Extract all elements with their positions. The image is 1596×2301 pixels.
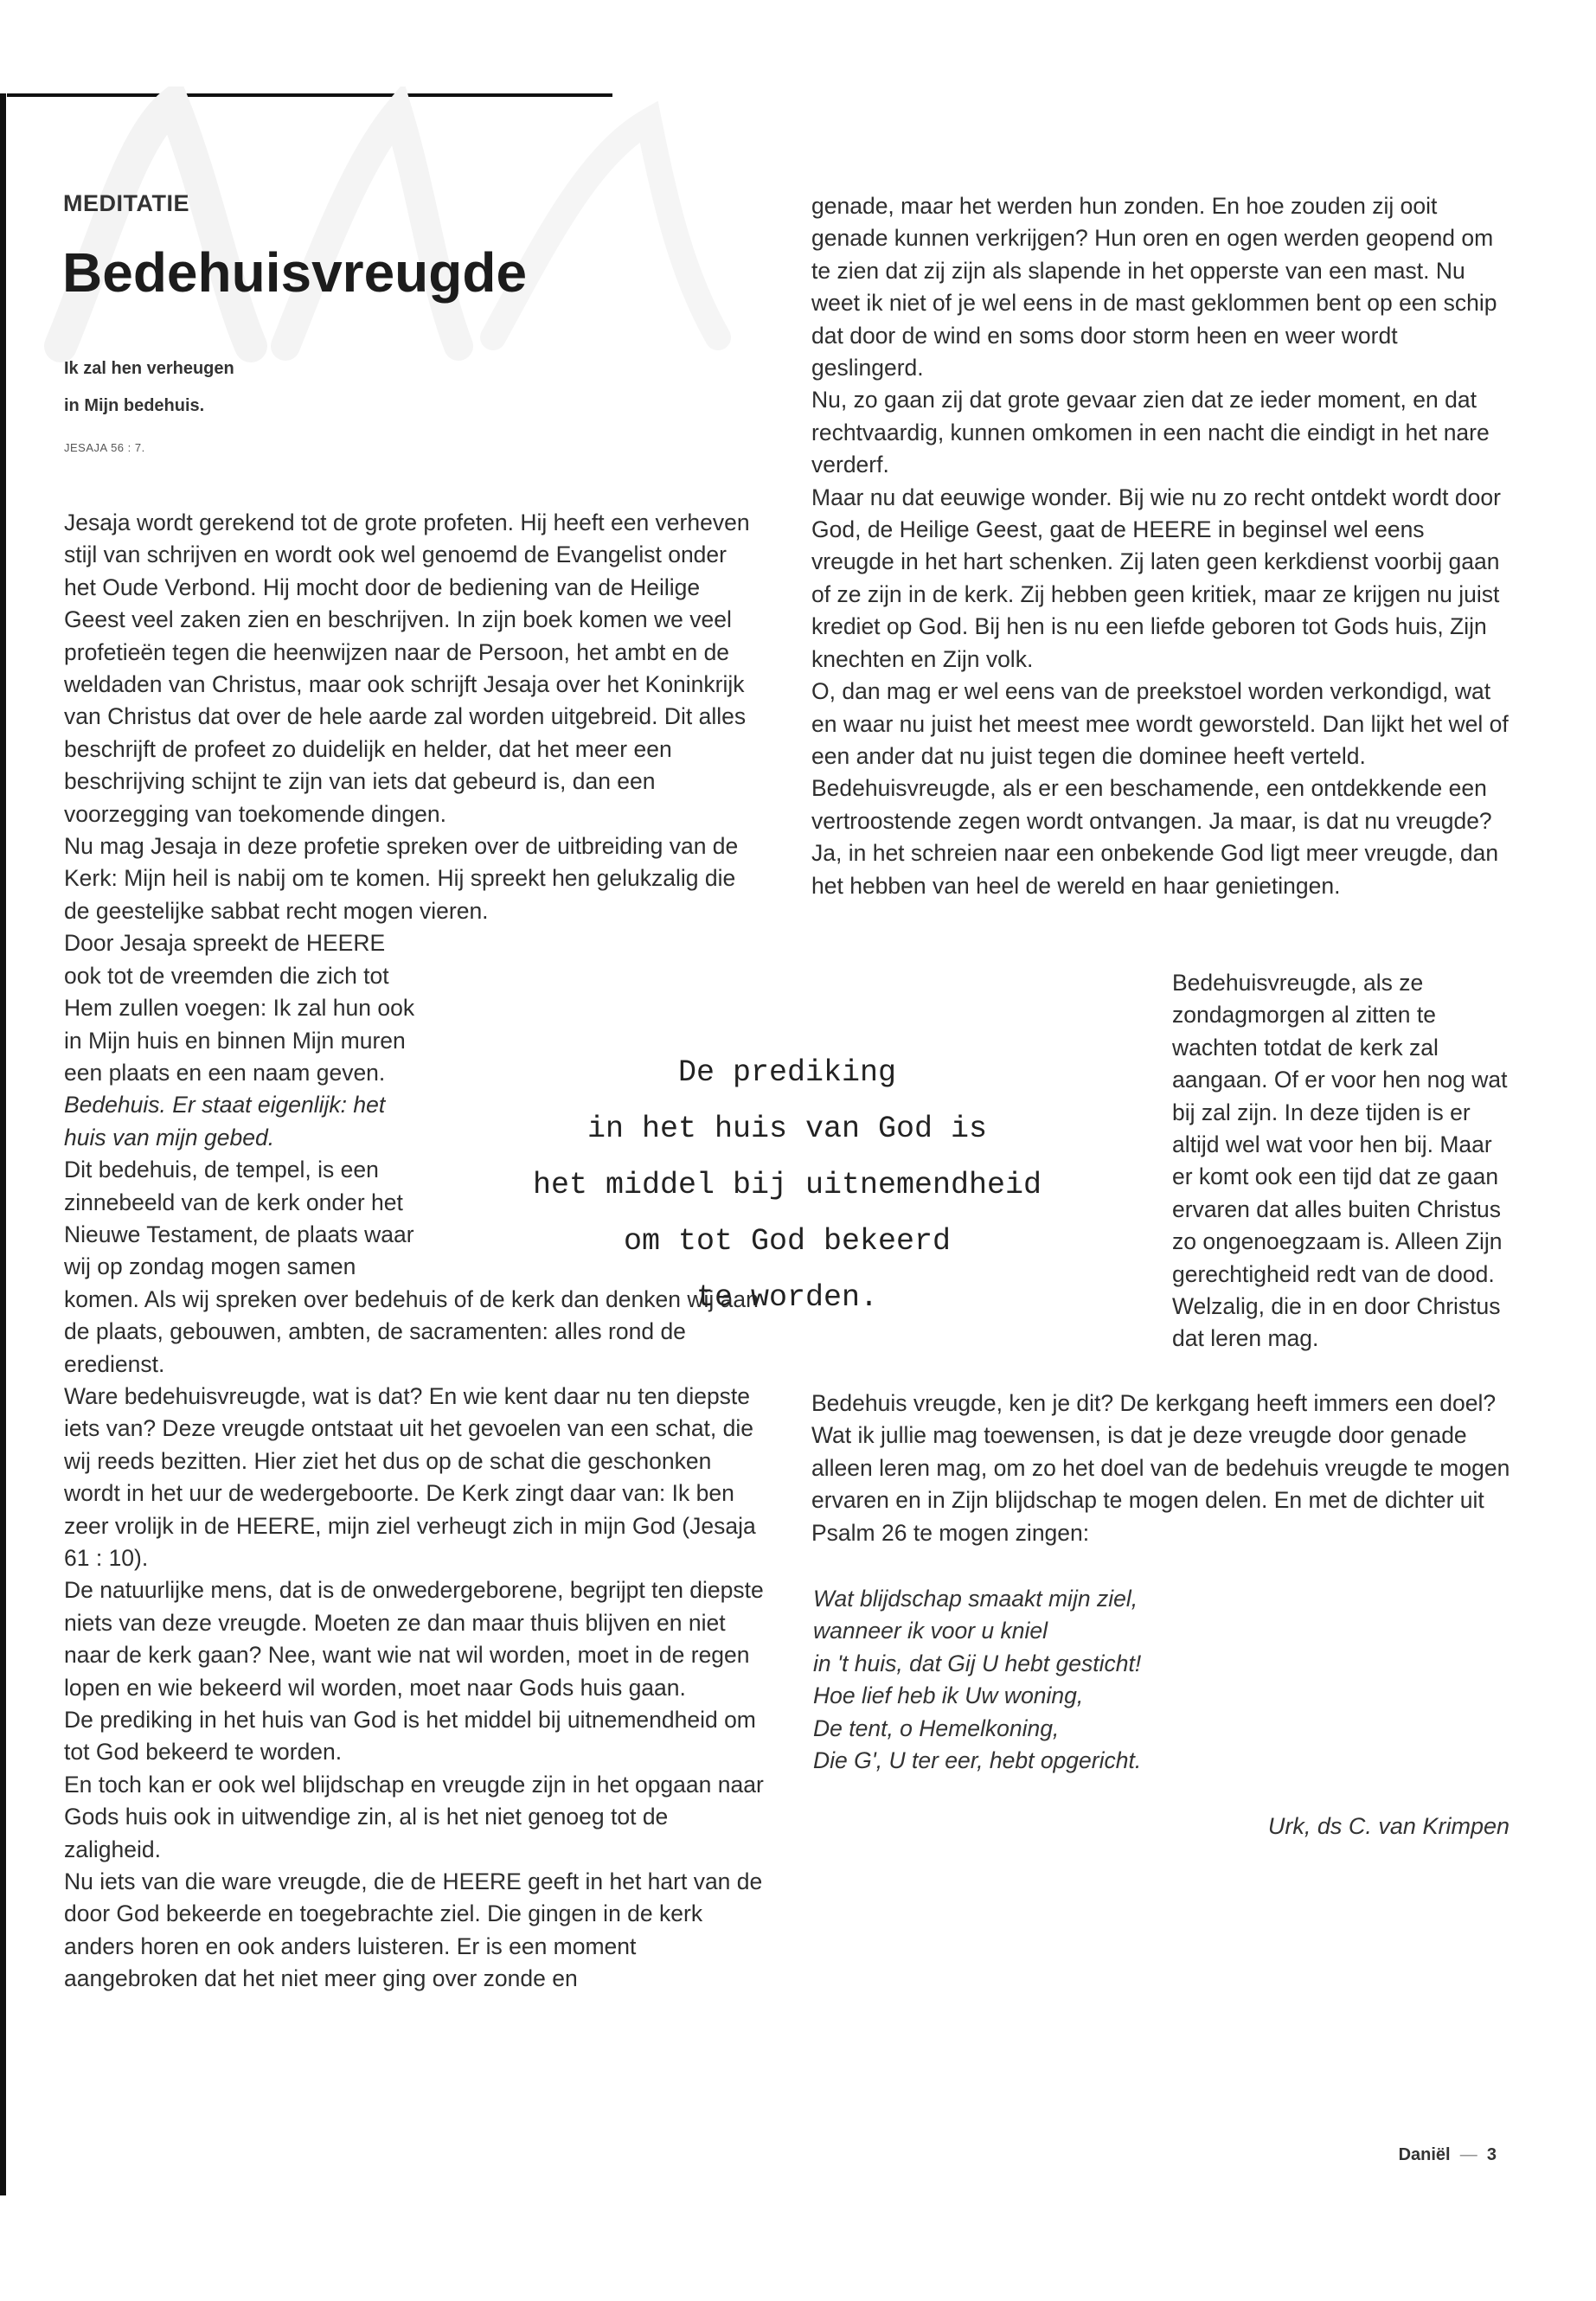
- right-column-lower: [811, 1388, 1512, 1549]
- paragraph: Bedehuisvreugde, als er een beschamende, een ontdekkende een vertroostende zegen wordt ontvangen. Ja maar, is dat nu vreugde? Ja, in het schreien naar een onbekende God ligt meer vreugde, dan het hebben van heel de wereld en haar genietingen.: [811, 775, 1499, 899]
- paragraph: De natuurlijke mens, dat is de onwedergeborene, begrijpt ten diepste niets van deze vreugde. Moeten ze dan maar thuis blijven en niet naar de kerk gaan? Nee, want wie nat wil worden, moet in de regen lopen en wie bekeerd wil worden, moet naar Gods huis gaan.: [64, 1577, 764, 1701]
- psalm-poem: [813, 1583, 1141, 1777]
- paragraph: Bedehuisvreugde, als ze zondagmorgen al zitten te wachten totdat de kerk zal aangaan. Of er voor hen nog wat bij zal zijn. In deze tijden is er altijd wel wat voor hen bij. Maar er komt ook een tijd dat ze gaan ervaren dat alles buiten Christus zo ongenoegzaam is. Alleen Zijn gerechtigheid redt van de dood. Welzalig, die in en door Christus dat leren mag.: [1172, 970, 1508, 1352]
- paragraph: Dit bedehuis, de tempel, is een zinnebeeld van de kerk onder het Nieuwe Testament, de plaats waar wij op zondag mogen samen: [64, 1157, 414, 1280]
- watermark-script-graphic: [26, 87, 804, 372]
- scripture-reference: JESAJA 56 : 7.: [64, 441, 145, 454]
- paragraph: Jesaja wordt gerekend tot de grote profeten. Hij heeft een verheven stijl van schrijven en wordt ook wel genoemd de Evangelist onder het Oude Verbond. Hij mocht door de bediening van de Heilige Geest veel zaken zien en beschrijven. In zijn boek komen we veel profetieën tegen die heenwijzen naar de Persoon, het ambt en de weldaden van Christus, maar ook schrijft Jesaja over het Koninkrijk van Christus dat over de hele aarde zal worden uitgebreid. Dit alles beschrijft de profeet zo duidelijk en helder, dat het meer een beschrijving schijnt te zijn van iets dat gebeurd is, dan een voorzegging van toekomende dingen.: [64, 510, 750, 827]
- paragraph: O, dan mag er wel eens van de preekstoel worden verkondigd, wat en waar nu juist het meest mee wordt geworsteld. Dan lijkt het wel of een ander dat nu juist tegen die dominee heeft verteld.: [811, 678, 1509, 769]
- paragraph: Door Jesaja spreekt de HEERE ook tot de vreemden die zich tot Hem zullen voegen: Ik zal hun ook in Mijn huis en binnen Mijn muren een plaats en een naam geven.: [64, 930, 415, 1086]
- quote-line: in Mijn bedehuis.: [64, 396, 205, 415]
- pull-quote-line: De prediking: [677, 1055, 897, 1090]
- poem-line: Die G', U ter eer, hebt opgericht.: [813, 1747, 1142, 1774]
- paragraph: Nu mag Jesaja in deze profetie spreken over de uitbreiding van de Kerk: Mijn heil is nabij om te komen. Hij spreekt hen gelukzalig die de geestelijke sabbat recht mogen vieren.: [64, 833, 739, 924]
- left-edge-bar: [0, 93, 6, 2195]
- pull-quote-line: te worden.: [695, 1280, 879, 1315]
- paragraph: Bedehuis. Er staat eigenlijk: het huis van mijn gebed.: [64, 1092, 386, 1150]
- pull-quote-line: om tot God bekeerd: [623, 1224, 952, 1259]
- paragraph: Bedehuis vreugde, ken je dit? De kerkgang heeft immers een doel? Wat ik jullie mag toewensen, is dat je deze vreugde door genade alleen leren mag, om zo het doel van de bedehuis vreugde te mogen ervaren en in Zijn blijdschap te mogen delen. En met de dichter uit Psalm 26 te mogen zingen:: [811, 1390, 1510, 1546]
- paragraph: komen. Als wij spreken over bedehuis of de kerk dan denken wij aan de plaats, gebouwen, ambten, de sacramenten: alles rond de eredienst.: [64, 1285, 759, 1377]
- pull-quote: [484, 1045, 1090, 1326]
- paragraph: Ware bedehuisvreugde, wat is dat? En wie kent daar nu ten diepste iets van? Deze vreugde ontstaat uit het gevoelen van een schat, die wij reeds bezitten. Hier ziet het dus op de schat die geschonken wordt in het uur de wedergeboorte. De Kerk zingt daar van: Ik ben zeer vrolijk in de HEERE, mijn ziel verheugt zich in mijn God (Jesaja 61 : 10).: [64, 1382, 756, 1571]
- paragraph: Nu, zo gaan zij dat grote gevaar zien dat ze ieder moment, en dat rechtvaardig, kunnen omkomen in een nacht die eindigt in het nare verderf.: [811, 387, 1490, 478]
- poem-line: wanneer ik voor u kniel: [813, 1618, 1048, 1644]
- scripture-quote: [64, 350, 234, 425]
- paragraph: De prediking in het huis van God is het middel bij uitnemendheid om tot God bekeerd te worden.: [64, 1707, 756, 1766]
- right-column: [811, 190, 1512, 902]
- right-column-narrow: [1172, 967, 1514, 1356]
- paragraph: genade, maar het werden hun zonden. En hoe zouden zij ooit genade kunnen verkrijgen? Hun oren en ogen werden geopend om te zien dat zij zijn als slapende in het opperste van een mast. Nu weet ik niet of je wel eens in de mast geklommen bent op een schip dat door de wind en soms door storm heen en weer wordt geslingerd.: [811, 193, 1497, 381]
- poem-line: in 't huis, dat Gij U hebt gesticht!: [813, 1650, 1142, 1676]
- poem-line: De tent, o Hemelkoning,: [813, 1715, 1060, 1741]
- magazine-name: Daniël: [1398, 2145, 1451, 2164]
- poem-line: Wat blijdschap smaakt mijn ziel,: [813, 1586, 1138, 1612]
- article-title: Bedehuisvreugde: [62, 241, 528, 304]
- pull-quote-line: in het huis van God is: [586, 1112, 988, 1146]
- paragraph: En toch kan er ook wel blijdschap en vreugde zijn in het opgaan naar Gods huis ook in uitwendige zin, al is het niet genoeg tot de zaligheid.: [64, 1771, 764, 1862]
- author-signature: Urk, ds C. van Krimpen: [1267, 1813, 1509, 1839]
- quote-line: Ik zal hen verheugen: [64, 359, 234, 378]
- footer-separator: —: [1455, 2145, 1483, 2164]
- paragraph: Maar nu dat eeuwige wonder. Bij wie nu zo recht ontdekt wordt door God, de Heilige Geest, gaat de HEERE in beginsel wel eens vreugde in het hart schenken. Zij laten geen kerkdienst voorbij gaan of ze zijn in de kerk. Zij hebben geen kritiek, maar ze krijgen nu juist krediet op God. Bij hen is nu een liefde geboren tot Gods huis, Zijn knechten en Zijn volk.: [811, 484, 1501, 672]
- page-number: 3: [1486, 2145, 1497, 2164]
- page-footer: [1399, 2145, 1497, 2165]
- paragraph: Nu iets van die ware vreugde, die de HEERE geeft in het hart van de door God bekeerde en toegebrachte ziel. Die gingen in de kerk anders horen en ook anders luisteren. Er is een moment aangebroken dat het niet meer ging over zonde en: [64, 1868, 763, 1992]
- pull-quote-line: het middel bij uitnemendheid: [532, 1168, 1042, 1202]
- section-label: MEDITATIE: [63, 190, 189, 216]
- poem-line: Hoe lief heb ik Uw woning,: [813, 1682, 1084, 1709]
